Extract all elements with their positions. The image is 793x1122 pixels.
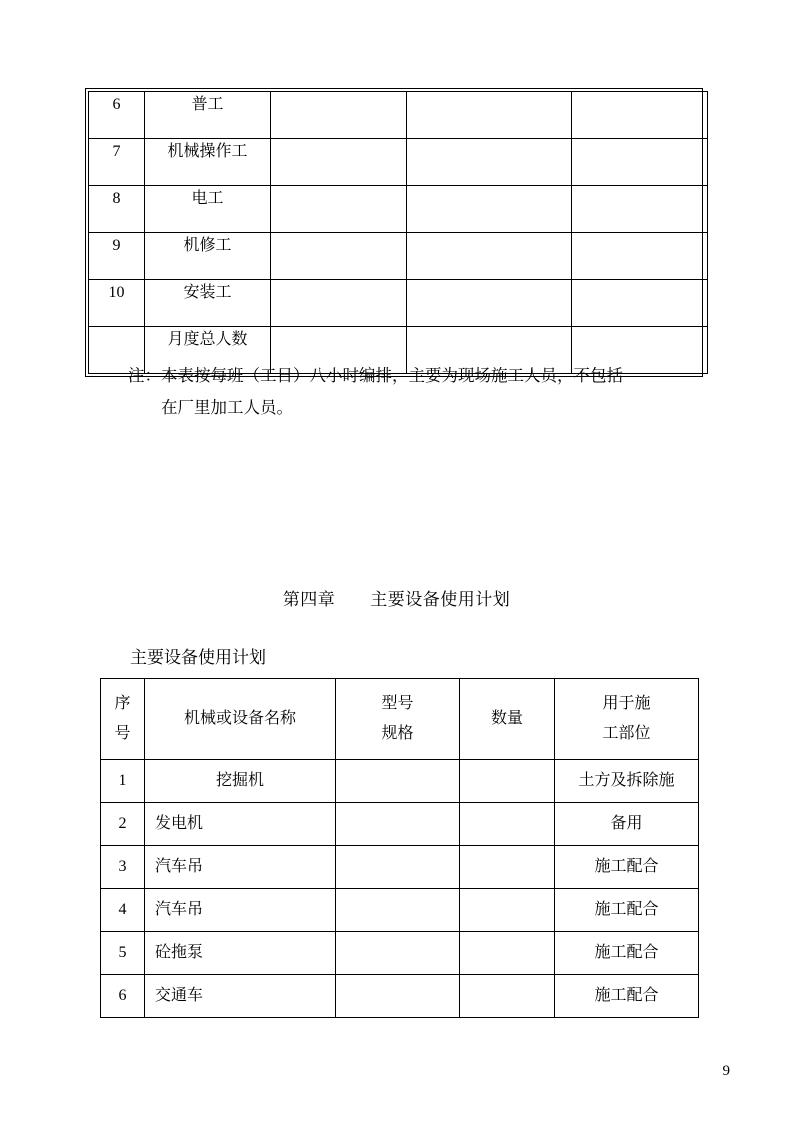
equipment-row-qty [460, 760, 555, 803]
equipment-row-model [336, 975, 460, 1018]
section-sub-title: 主要设备使用计划 [130, 648, 266, 667]
personnel-row-name: 电工 [145, 186, 271, 233]
equipment-row-model [336, 760, 460, 803]
table-row [101, 932, 699, 975]
table-header-row [101, 679, 699, 760]
equipment-row-name: 交通车 [145, 975, 336, 1018]
header-serial-no-line2: 号 [114, 725, 131, 742]
header-usage-line2: 工部位 [602, 725, 651, 742]
equipment-row-model [336, 846, 460, 889]
equipment-row-model [336, 889, 460, 932]
equipment-row-no: 2 [101, 803, 145, 846]
personnel-table [88, 91, 708, 374]
header-model-spec [336, 679, 460, 760]
personnel-row-name: 月度总人数 [145, 327, 271, 374]
personnel-row-col3 [572, 280, 708, 327]
equipment-row-qty [460, 975, 555, 1018]
table-row [89, 186, 708, 233]
header-usage-line1: 用于施 [602, 695, 651, 712]
equipment-row-name: 砼拖泵 [145, 932, 336, 975]
personnel-row-name: 机械操作工 [145, 139, 271, 186]
equipment-row-name: 汽车吊 [145, 889, 336, 932]
personnel-row-col3 [572, 92, 708, 139]
table-row [89, 92, 708, 139]
equipment-row-name: 汽车吊 [145, 846, 336, 889]
table-row [101, 975, 699, 1018]
personnel-row-no: 8 [89, 186, 145, 233]
personnel-row-col1 [271, 233, 407, 280]
personnel-row-no: 9 [89, 233, 145, 280]
equipment-row-model [336, 803, 460, 846]
personnel-row-col1 [271, 280, 407, 327]
personnel-row-col1 [271, 92, 407, 139]
equipment-row-no: 3 [101, 846, 145, 889]
header-model-line2: 规格 [381, 725, 414, 742]
equipment-table [100, 678, 699, 1018]
equipment-row-qty [460, 889, 555, 932]
equipment-row-use: 施工配合 [555, 889, 699, 932]
note-line-1: 注：本表按每班（工日）八小时编排，主要为现场施工人员，不包括 [128, 366, 623, 385]
personnel-row-col1 [271, 139, 407, 186]
equipment-row-no: 1 [101, 760, 145, 803]
table-row [101, 846, 699, 889]
equipment-row-use: 施工配合 [555, 975, 699, 1018]
personnel-row-col2 [407, 92, 572, 139]
table-row [101, 803, 699, 846]
personnel-row-col2 [407, 233, 572, 280]
header-usage-location [555, 679, 699, 760]
equipment-row-qty [460, 803, 555, 846]
table-row [89, 280, 708, 327]
personnel-row-name: 安装工 [145, 280, 271, 327]
table-row [101, 889, 699, 932]
equipment-row-model [336, 932, 460, 975]
table-row [101, 760, 699, 803]
table-row [89, 139, 708, 186]
equipment-row-no: 5 [101, 932, 145, 975]
equipment-row-qty [460, 932, 555, 975]
equipment-row-use: 施工配合 [555, 932, 699, 975]
equipment-row-qty [460, 846, 555, 889]
header-serial-no-line1: 序 [114, 695, 131, 712]
personnel-table-frame [85, 88, 703, 377]
equipment-row-use: 备用 [555, 803, 699, 846]
personnel-row-col1 [271, 186, 407, 233]
personnel-row-no: 6 [89, 92, 145, 139]
header-quantity: 数量 [460, 679, 555, 760]
equipment-row-name: 发电机 [145, 803, 336, 846]
equipment-row-no: 4 [101, 889, 145, 932]
personnel-row-col2 [407, 186, 572, 233]
chapter-heading: 第四章 主要设备使用计划 [282, 590, 511, 609]
personnel-row-name: 机修工 [145, 233, 271, 280]
header-equipment-name: 机械或设备名称 [145, 679, 336, 760]
personnel-row-col2 [407, 139, 572, 186]
personnel-row-col3 [572, 233, 708, 280]
table-row [89, 233, 708, 280]
personnel-row-col2 [407, 280, 572, 327]
equipment-row-use: 土方及拆除施 [555, 760, 699, 803]
page-number: 9 [722, 1063, 730, 1079]
personnel-row-no: 7 [89, 139, 145, 186]
table-note [128, 360, 708, 424]
equipment-row-name: 挖掘机 [145, 760, 336, 803]
note-line-2: 在厂里加工人员。 [161, 398, 293, 417]
personnel-row-name: 普工 [145, 92, 271, 139]
personnel-row-col3 [572, 139, 708, 186]
personnel-row-no: 10 [89, 280, 145, 327]
personnel-row-col3 [572, 186, 708, 233]
header-model-line1: 型号 [381, 695, 414, 712]
header-serial-no [101, 679, 145, 760]
equipment-row-no: 6 [101, 975, 145, 1018]
equipment-row-use: 施工配合 [555, 846, 699, 889]
